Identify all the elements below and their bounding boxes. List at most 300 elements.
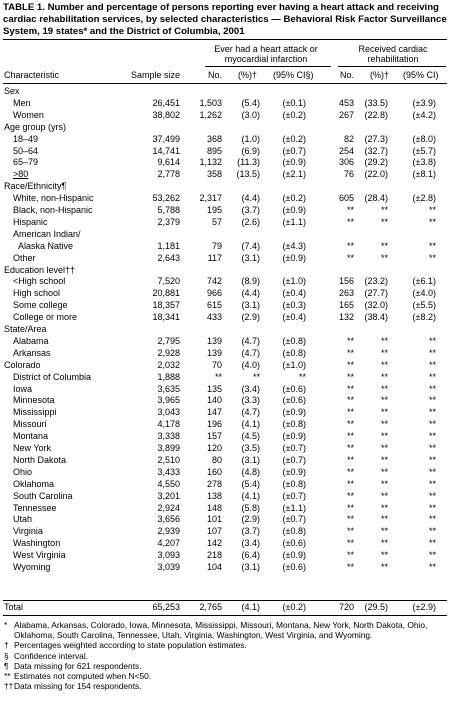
cell-no1: 2,765	[199, 602, 222, 612]
row-label: High school	[13, 288, 61, 299]
cell-no2: 132	[338, 312, 354, 323]
footnote-text: Alabama, Arkansas, Colorado, Iowa, Minnesota, Mississippi, Missouri, Montana, New York, North Dakota, Ohio, Oklahoma, South Carolina, Tennessee, Utah, Virginia, Washington, West Virginia, and Wyoming.	[14, 620, 428, 641]
cell-pct1: (7.4)	[241, 240, 260, 251]
cell-no2: **	[346, 240, 354, 251]
footnote	[4, 640, 446, 650]
cell-no2: **	[346, 466, 354, 477]
cell-ci2: **	[428, 252, 436, 263]
col-header-pct2: (%)†	[370, 70, 390, 80]
cell-no2: **	[346, 562, 354, 572]
table-row	[0, 241, 451, 252]
section-label: Education level††	[4, 264, 76, 275]
cell-no2: 605	[338, 193, 354, 204]
cell-ci2: (±5.5)	[412, 300, 436, 311]
cell-pct1: (3.7)	[241, 526, 260, 537]
cell-ci1: (±0.9)	[282, 431, 306, 442]
row-label: White, non-Hispanic	[13, 193, 94, 204]
cell-ci1: (±0.2)	[282, 193, 306, 204]
cell-pct1: (3.5)	[241, 443, 260, 453]
cell-ci1: (±0.6)	[282, 395, 306, 406]
cell-no1: 107	[206, 526, 222, 537]
cell-pct2	[360, 229, 388, 240]
cell-pct1: (8.9)	[241, 276, 260, 287]
table-row	[0, 384, 451, 395]
cell-pct2: **	[380, 538, 388, 549]
footnote	[4, 651, 446, 661]
cell-pct1: (2.9)	[241, 514, 260, 525]
cell-pct1: (5.8)	[241, 502, 260, 513]
cell-pct2: **	[380, 526, 388, 537]
cell-ci1: (±0.7)	[282, 145, 306, 156]
cell-no1: 135	[206, 383, 222, 394]
row-label: Hispanic	[13, 216, 48, 227]
cell-n: 1,181	[157, 240, 180, 251]
footnote-text: Percentages weighted according to state population estimates.	[14, 640, 247, 651]
cell-pct2: **	[380, 419, 388, 430]
cell-pct1: (3.4)	[241, 538, 260, 549]
footnote	[4, 681, 446, 691]
cell-pct2: (29.5)	[364, 602, 388, 612]
cell-ci2: **	[428, 240, 436, 251]
cell-pct2: **	[380, 335, 388, 346]
row-label: Iowa	[13, 383, 33, 394]
section-header-row	[0, 265, 451, 276]
table-row	[0, 538, 451, 549]
cell-pct1: (3.4)	[241, 383, 260, 394]
cell-ci2: (±3.9)	[412, 97, 436, 108]
cell-no1: 79	[211, 240, 222, 251]
section-label: Race/Ethnicity¶	[4, 181, 67, 192]
cell-pct2: **	[380, 252, 388, 263]
cell-no1: 1,262	[199, 109, 222, 120]
cell-n: 3,899	[157, 443, 180, 453]
cell-ci1: (±1.1)	[282, 502, 306, 513]
cell-ci2: (±4.0)	[412, 288, 436, 299]
row-label: Utah	[13, 514, 33, 525]
cell-n: 14,741	[152, 145, 180, 156]
row-label: Mississippi	[13, 407, 57, 418]
table-row	[0, 550, 451, 561]
col-header-pct1: (%)†	[238, 70, 258, 80]
cell-n: 2,924	[157, 502, 180, 513]
section-label: Sex	[4, 86, 20, 96]
cell-pct1: (4.7)	[241, 407, 260, 418]
table-row	[0, 229, 451, 240]
group-header-rehab: Received cardiac rehabilitation	[358, 44, 428, 64]
col-header-no2: No.	[339, 70, 354, 80]
table-row	[0, 419, 451, 430]
table-row	[0, 193, 451, 204]
cell-ci2: **	[428, 514, 436, 525]
row-label: 18–49	[13, 133, 39, 144]
footnote-text: Estimates not computed when N<50.	[14, 671, 152, 682]
cell-no2: **	[346, 371, 354, 382]
cell-ci1: (±0.9)	[282, 252, 306, 263]
cell-ci1: (±0.7)	[282, 490, 306, 501]
table-row	[0, 491, 451, 502]
cell-pct1: (4.1)	[241, 602, 260, 612]
cell-pct2: **	[380, 359, 388, 370]
cell-pct1: (3.1)	[241, 300, 260, 311]
cell-pct1: (4.8)	[241, 466, 260, 477]
cell-pct1: (6.9)	[241, 145, 260, 156]
cell-pct2: **	[380, 205, 388, 215]
cell-ci2: **	[428, 419, 436, 430]
cell-no1: 139	[206, 335, 222, 346]
cell-pct1: (4.5)	[241, 431, 260, 442]
cell-ci2: **	[428, 478, 436, 489]
cell-ci2: **	[428, 347, 436, 358]
footnote-mark: ¶	[4, 660, 9, 671]
cell-pct2: **	[380, 216, 388, 227]
cell-no1: 142	[206, 538, 222, 549]
cell-pct1: (4.4)	[241, 288, 260, 299]
cell-pct1: (5.4)	[241, 478, 260, 489]
cell-ci1: **	[298, 371, 306, 382]
cell-ci1: (±1.0)	[282, 276, 306, 287]
cell-ci1: (±0.9)	[282, 157, 306, 168]
footnote-mark: †	[4, 640, 9, 651]
cell-no2: **	[346, 419, 354, 430]
cell-n: 3,635	[157, 383, 180, 394]
cell-pct1	[232, 229, 260, 240]
footnote	[4, 620, 446, 640]
cell-pct1: (5.4)	[241, 97, 260, 108]
cell-n: 2,643	[157, 252, 180, 263]
footnote-text: Confidence interval.	[14, 650, 89, 661]
cell-n: 37,499	[152, 133, 180, 144]
cell-no1: 742	[206, 276, 222, 287]
row-label: Alaska Native	[18, 240, 74, 251]
cell-pct1: (3.1)	[241, 252, 260, 263]
cell-no1: 148	[206, 502, 222, 513]
table-row	[0, 467, 451, 478]
cell-ci2: **	[428, 526, 436, 537]
table-row	[0, 348, 451, 359]
cell-no1: 80	[211, 454, 222, 465]
row-label: South Carolina	[13, 490, 73, 501]
cell-pct2: (22.8)	[364, 109, 388, 120]
row-label: Alabama	[13, 335, 49, 346]
table-row	[0, 205, 451, 216]
cell-ci2: **	[428, 443, 436, 453]
cell-pct2: **	[380, 347, 388, 358]
row-label: New York	[13, 443, 52, 453]
cell-ci1: (±1.0)	[282, 359, 306, 370]
table-row	[0, 146, 451, 157]
cell-pct1: (3.3)	[241, 395, 260, 406]
cell-ci1: (±0.2)	[282, 133, 306, 144]
cell-no2: 156	[338, 276, 354, 287]
total-row	[0, 602, 451, 613]
cell-n: 53,262	[152, 193, 180, 204]
cell-pct2: **	[380, 395, 388, 406]
cell-no1: 157	[206, 431, 222, 442]
cell-no1: 895	[206, 145, 222, 156]
table-row	[0, 526, 451, 537]
cell-ci2: **	[428, 454, 436, 465]
cell-no1: 117	[207, 252, 222, 263]
cell-n: 4,550	[157, 478, 180, 489]
row-label: Montana	[13, 431, 49, 442]
cell-no2: 165	[338, 300, 354, 311]
row-label: Oklahoma	[13, 478, 55, 489]
cell-pct1: (3.0)	[241, 109, 260, 120]
cell-no1	[198, 229, 222, 240]
cell-pct1: (4.7)	[241, 335, 260, 346]
cell-ci2: **	[428, 550, 436, 561]
cell-pct2: (27.3)	[364, 133, 388, 144]
cell-ci2: **	[428, 431, 436, 442]
cell-no1: 278	[206, 478, 222, 489]
section-header-row	[0, 122, 451, 133]
cell-n: 18,357	[152, 300, 180, 311]
table-row	[0, 276, 451, 287]
cell-ci1: (±0.6)	[282, 562, 306, 572]
footnote-mark: **	[4, 671, 11, 682]
total-rule	[3, 600, 447, 601]
cell-pct1: (2.9)	[241, 312, 260, 323]
cell-no1: 966	[206, 288, 222, 299]
cell-no1: 433	[206, 312, 222, 323]
footnote-text: Data missing for 621 respondents.	[14, 660, 142, 671]
col-header-no1: No.	[207, 70, 222, 80]
row-label: Virginia	[13, 526, 43, 537]
cell-n: 2,510	[157, 454, 180, 465]
cell-ci1: (±0.8)	[282, 526, 306, 537]
table-row	[0, 431, 451, 442]
cell-pct2: **	[380, 514, 388, 525]
cell-pct1: (3.1)	[241, 454, 260, 465]
cell-no1: 147	[206, 407, 222, 418]
cell-ci1: (±0.9)	[282, 407, 306, 418]
cell-ci2: (±4.2)	[412, 109, 436, 120]
cell-ci2: **	[428, 216, 436, 227]
cell-ci2: (±8.2)	[412, 312, 436, 323]
cell-no2: 267	[338, 109, 354, 120]
cell-ci1: (±0.6)	[282, 538, 306, 549]
cell-ci2: (±6.1)	[412, 276, 436, 287]
cell-no2: **	[346, 550, 354, 561]
group-underline-rehab	[338, 66, 446, 67]
cell-no1: 1,132	[199, 157, 222, 168]
cell-ci1: (±1.1)	[282, 216, 306, 227]
cell-ci2: **	[428, 502, 436, 513]
cell-pct2: **	[380, 490, 388, 501]
col-header-ci1: (95% CI§)	[273, 70, 314, 80]
cell-no1: 138	[206, 490, 222, 501]
table-row	[0, 217, 451, 228]
table-row	[0, 312, 451, 323]
cell-no2: 76	[343, 169, 354, 180]
row-label: Black, non-Hispanic	[13, 205, 93, 215]
cell-no2: 82	[343, 133, 354, 144]
cell-pct2: **	[380, 466, 388, 477]
table-row	[0, 336, 451, 347]
row-label: Missouri	[13, 419, 47, 430]
row-label: Tennessee	[13, 502, 57, 513]
cell-pct2: (32.0)	[364, 300, 388, 311]
cell-ci2: **	[428, 359, 436, 370]
row-label: District of Columbia	[13, 371, 92, 382]
col-header-characteristic: Characteristic	[4, 70, 60, 80]
cell-pct2: **	[380, 550, 388, 561]
cell-pct1: (3.7)	[241, 205, 260, 215]
cell-ci2	[398, 229, 436, 240]
cell-no1: 615	[206, 300, 222, 311]
cell-ci1: (±0.9)	[282, 205, 306, 215]
row-label: 65–79	[13, 157, 39, 168]
cell-pct2: (33.5)	[364, 97, 388, 108]
cell-no1: 196	[206, 419, 222, 430]
cell-n: 3,043	[157, 407, 180, 418]
cell-ci2: (±3.8)	[412, 157, 436, 168]
cell-ci1: (±0.4)	[282, 288, 306, 299]
cell-ci1: (±0.7)	[282, 443, 306, 453]
cell-pct2: **	[380, 454, 388, 465]
cell-n: 2,032	[157, 359, 180, 370]
cell-ci1: (±0.7)	[282, 514, 306, 525]
table-row	[0, 479, 451, 490]
table-row	[0, 134, 451, 145]
row-label: College or more	[13, 312, 78, 323]
cell-no1: 1,503	[199, 97, 222, 108]
row-label: Arkansas	[13, 347, 51, 358]
cell-pct2: (22.0)	[364, 169, 388, 180]
cell-pct1: (13.5)	[236, 169, 260, 180]
table-row	[0, 407, 451, 418]
cell-no2: **	[346, 407, 354, 418]
cell-ci1: (±0.8)	[282, 335, 306, 346]
section-label: Age group (yrs)	[4, 121, 67, 132]
table-title: TABLE 1. Number and percentage of persons reporting ever having a heart attack and receiving cardiac rehabilitation services, by selected characteristics — Behavioral Risk Factor Surveillance System, 19 states* and the District of Columbia, 2001	[3, 2, 447, 37]
col-header-sample-size: Sample size	[130, 70, 180, 80]
cell-ci1: (±0.2)	[282, 109, 306, 120]
row-label: Some college	[13, 300, 68, 311]
footnote	[4, 661, 446, 671]
cell-n: 20,881	[152, 288, 180, 299]
cell-no1: **	[214, 371, 222, 382]
cell-no2: **	[346, 216, 354, 227]
cell-n: 2,795	[157, 335, 180, 346]
table-row	[0, 514, 451, 525]
cell-no2	[332, 229, 354, 240]
table-row	[0, 443, 451, 454]
cell-ci2: (±5.7)	[412, 145, 436, 156]
cell-pct2: **	[380, 383, 388, 394]
table-row	[0, 98, 451, 109]
cell-ci2: **	[428, 335, 436, 346]
row-label: American Indian/	[13, 228, 81, 239]
cell-ci2: (±2.8)	[412, 193, 436, 204]
table-row	[0, 360, 451, 371]
cell-ci2: **	[428, 395, 436, 406]
section-header-row	[0, 324, 451, 335]
cell-no1: 70	[211, 359, 222, 370]
table-row	[0, 288, 451, 299]
cell-no2: **	[346, 205, 354, 215]
table-row	[0, 503, 451, 514]
cell-no1: 160	[206, 466, 222, 477]
cell-ci1: (±0.3)	[282, 300, 306, 311]
row-label: North Dakota	[13, 454, 67, 465]
col-header-ci2: (95% CI)	[403, 70, 439, 80]
cell-no2: **	[346, 526, 354, 537]
footnote-mark: *	[4, 620, 8, 630]
cell-ci1: (±0.7)	[282, 454, 306, 465]
cell-n: 3,965	[157, 395, 180, 406]
row-label: Men	[13, 97, 31, 108]
cell-no1: 140	[206, 395, 222, 406]
cell-ci1: (±0.8)	[282, 478, 306, 489]
table-row	[0, 110, 451, 121]
row-label: <High school	[13, 276, 66, 287]
cell-no1: 358	[206, 169, 222, 180]
cell-no2: **	[346, 431, 354, 442]
cell-no2: **	[346, 347, 354, 358]
cell-pct1: (1.0)	[241, 133, 260, 144]
cell-n: 18,341	[152, 312, 180, 323]
cell-no1: 57	[211, 216, 222, 227]
table-row	[0, 372, 451, 383]
cell-ci2: **	[428, 383, 436, 394]
cell-n: 65,253	[152, 602, 180, 612]
cell-n: 3,093	[157, 550, 180, 561]
cell-ci2: **	[428, 371, 436, 382]
row-label: Wyoming	[13, 562, 51, 572]
footnote	[4, 671, 446, 681]
cell-ci1	[268, 229, 306, 240]
section-header-row	[0, 86, 451, 97]
cell-ci1: (±0.8)	[282, 419, 306, 430]
footnote-mark: ††	[4, 681, 14, 692]
cell-no2: **	[346, 359, 354, 370]
cell-no2: **	[346, 502, 354, 513]
cell-no2: 306	[338, 157, 354, 168]
table-row	[0, 253, 451, 264]
row-label: West Virginia	[13, 550, 66, 561]
cell-pct1: (6.4)	[241, 550, 260, 561]
cell-pct1: (4.4)	[241, 193, 260, 204]
cell-n: 26,451	[152, 97, 180, 108]
footnotes	[4, 620, 446, 691]
cell-ci1: (±0.4)	[282, 312, 306, 323]
cell-pct2: (23.2)	[364, 276, 388, 287]
cell-n: 9,614	[157, 157, 180, 168]
row-label: Colorado	[4, 359, 41, 370]
cell-n: 2,379	[157, 216, 180, 227]
cell-n: 3,039	[157, 562, 180, 572]
cell-no2: **	[346, 252, 354, 263]
cell-n: 2,778	[157, 169, 180, 180]
header-rule	[3, 83, 447, 84]
cell-pct2: (27.7)	[364, 288, 388, 299]
cell-no2: 263	[338, 288, 354, 299]
cell-ci2: (±8.0)	[412, 133, 436, 144]
cell-pct1: (4.7)	[241, 347, 260, 358]
cell-pct2: **	[380, 562, 388, 572]
cell-ci1: (±2.1)	[282, 169, 306, 180]
cell-ci2: **	[428, 490, 436, 501]
cell-pct2: (29.2)	[364, 157, 388, 168]
cell-n: 3,656	[157, 514, 180, 525]
cell-no1: 139	[206, 347, 222, 358]
cell-pct1: (4.1)	[241, 490, 260, 501]
cell-no2: **	[346, 490, 354, 501]
cell-pct2: **	[380, 431, 388, 442]
row-label: Total	[4, 602, 24, 612]
group-header-heart-attack: Ever had a heart attack or myocardial infarction	[214, 44, 318, 64]
